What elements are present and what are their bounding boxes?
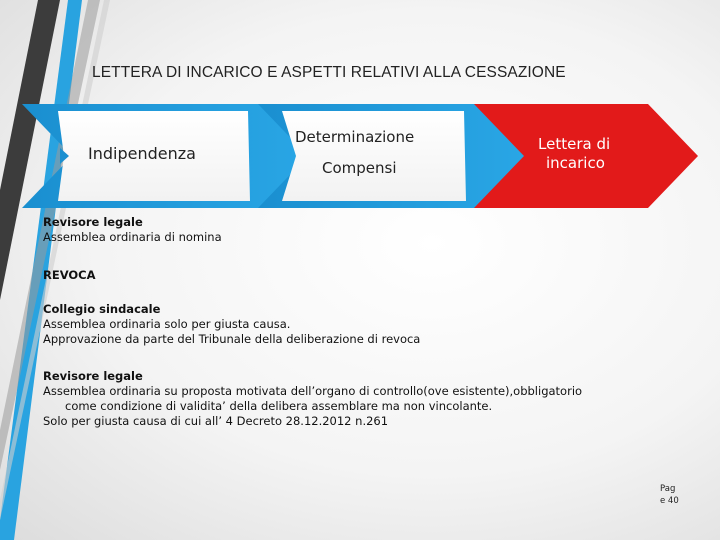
revisore-heading: Revisore legale xyxy=(43,215,143,229)
page-label-1: Pag xyxy=(660,484,676,494)
revisore-revoca-text-3: Solo per giusta causa di cui all’ 4 Decreto 28.12.2012 n.261 xyxy=(43,414,389,428)
step-compensi-label: Compensi xyxy=(322,159,397,177)
slide-title: LETTERA DI INCARICO E ASPETTI RELATIVI ALLA CESSAZIONE xyxy=(92,64,566,81)
collegio-heading: Collegio sindacale xyxy=(43,302,161,316)
revisore-revoca-block xyxy=(43,369,582,429)
revisore-revoca-text-1: Assemblea ordinaria su proposta motivata dell’organo di controllo(ove esistente),obbligatorio xyxy=(43,384,583,398)
page-number xyxy=(660,483,679,507)
revisore-nomina-block xyxy=(43,215,222,245)
revisore-revoca-text-2: come condizione di validita’ della delibera assemblare ma non vincolante. xyxy=(65,399,493,413)
step-determinazione-label: Determinazione xyxy=(295,128,415,146)
step-lettera-label: Lettera di xyxy=(538,135,611,153)
revisore-nomina-text: Assemblea ordinaria di nomina xyxy=(43,230,222,244)
collegio-text-2: Approvazione da parte del Tribunale della deliberazione di revoca xyxy=(43,332,421,346)
page-label-2: e 40 xyxy=(660,496,679,506)
step-incarico-label: incarico xyxy=(546,154,605,172)
step-indipendenza-label: Indipendenza xyxy=(88,144,196,163)
revoca-heading: REVOCA xyxy=(43,268,96,282)
revisore-revoca-heading: Revisore legale xyxy=(43,369,143,383)
collegio-block xyxy=(43,302,420,347)
chevron-compensi-panel xyxy=(282,111,466,201)
collegio-text-1: Assemblea ordinaria solo per giusta causa. xyxy=(43,317,291,331)
